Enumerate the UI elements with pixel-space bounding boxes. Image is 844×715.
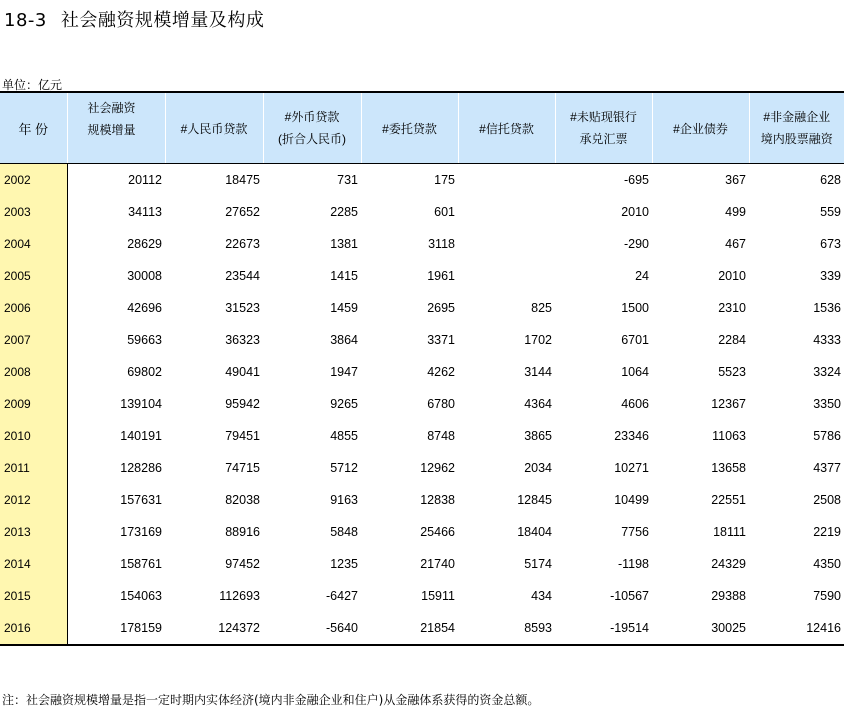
- cell-bonds: 2010: [718, 269, 746, 283]
- table-row: [0, 612, 844, 645]
- cell-fx: 731: [337, 173, 358, 187]
- cell-trust: 12845: [517, 493, 552, 507]
- header-acceptance-line1: #未贴现银行: [570, 110, 637, 124]
- cell-rmb: 82038: [225, 493, 260, 507]
- table-row: [0, 452, 844, 484]
- table-row: [0, 548, 844, 580]
- header-total-line1: 社会融资: [87, 101, 136, 115]
- cell-fx: 3864: [330, 333, 358, 347]
- unit-label: 单位：亿元: [2, 78, 63, 92]
- cell-trust: 825: [531, 301, 552, 315]
- cell-total: 20112: [128, 173, 162, 187]
- cell-rmb: 36323: [225, 333, 260, 347]
- cell-rmb: 31523: [225, 301, 260, 315]
- cell-rmb: 18475: [225, 173, 260, 187]
- cell-year: 2002: [0, 164, 67, 197]
- cell-total: 158761: [120, 557, 162, 571]
- cell-rmb: 49041: [225, 365, 260, 379]
- cell-total: 140191: [120, 429, 162, 443]
- cell-equity: 628: [820, 173, 841, 187]
- table-row: [0, 164, 844, 197]
- cell-bonds: 13658: [711, 461, 746, 475]
- table-row: [0, 580, 844, 612]
- table-body: [0, 164, 844, 646]
- cell-total: 128286: [120, 461, 162, 475]
- cell-equity: 1536: [813, 301, 841, 315]
- table-row: [0, 228, 844, 260]
- cell-entrusted: 2695: [427, 301, 455, 315]
- cell-year: 2008: [0, 356, 67, 388]
- header-trust-loans: #信托贷款: [458, 92, 555, 164]
- cell-equity: 4333: [813, 333, 841, 347]
- cell-year: 2006: [0, 292, 67, 324]
- cell-fx: 1235: [330, 557, 358, 571]
- cell-year: 2004: [0, 228, 67, 260]
- cell-year: 2015: [0, 580, 67, 612]
- table-row: [0, 484, 844, 516]
- cell-equity: 3324: [813, 365, 841, 379]
- header-acceptance-line2: 承兑汇票: [579, 132, 628, 146]
- cell-total: 59663: [127, 333, 162, 347]
- cell-entrusted: 601: [434, 205, 455, 219]
- header-fx-line1: #外币贷款: [284, 110, 340, 124]
- cell-fx: 4855: [330, 429, 358, 443]
- cell-acceptance: 7756: [621, 525, 649, 539]
- cell-bonds: 5523: [718, 365, 746, 379]
- table-row: [0, 516, 844, 548]
- cell-trust: 4364: [524, 397, 552, 411]
- cell-year: 2003: [0, 196, 67, 228]
- cell-entrusted: 3118: [428, 237, 455, 251]
- page-title: [4, 6, 264, 32]
- cell-acceptance: -695: [623, 173, 649, 187]
- cell-total: 69802: [127, 365, 162, 379]
- cell-rmb: 74715: [225, 461, 260, 475]
- cell-equity: 2219: [813, 525, 841, 539]
- cell-bonds: 12367: [711, 397, 746, 411]
- cell-year: 2009: [0, 388, 67, 420]
- cell-equity: 2508: [813, 493, 841, 507]
- table-number: 18-3: [4, 10, 47, 31]
- cell-acceptance: 6701: [621, 333, 649, 347]
- cell-year: 2016: [0, 612, 67, 645]
- cell-year: 2010: [0, 420, 67, 452]
- cell-acceptance: 1500: [621, 301, 649, 315]
- cell-bonds: 24329: [711, 557, 746, 571]
- cell-acceptance: -1198: [617, 557, 649, 571]
- cell-fx: -6427: [326, 589, 358, 603]
- cell-year: 2014: [0, 548, 67, 580]
- cell-bonds: 2284: [718, 333, 746, 347]
- cell-trust: [458, 196, 555, 228]
- cell-equity: 559: [820, 205, 841, 219]
- footnote: 注：社会融资规模增量是指一定时期内实体经济(境内非金融企业和住户)从金融体系获得的资金总额。: [2, 693, 540, 707]
- cell-equity: 4350: [813, 557, 841, 571]
- cell-equity: 4377: [813, 461, 841, 475]
- cell-acceptance: 1064: [621, 365, 649, 379]
- cell-entrusted: 12962: [420, 461, 455, 475]
- cell-trust: 3144: [524, 365, 552, 379]
- cell-entrusted: 12838: [420, 493, 455, 507]
- cell-rmb: 88916: [225, 525, 260, 539]
- cell-total: 34113: [128, 205, 162, 219]
- cell-trust: [458, 260, 555, 292]
- financing-table: [0, 91, 844, 646]
- cell-rmb: 97452: [225, 557, 260, 571]
- cell-year: 2013: [0, 516, 67, 548]
- cell-fx: 1459: [330, 301, 358, 315]
- header-fx-loans: [263, 92, 361, 164]
- cell-bonds: 499: [725, 205, 746, 219]
- table-title: 社会融资规模增量及构成: [60, 10, 265, 31]
- cell-total: 154063: [120, 589, 162, 603]
- cell-trust: [458, 164, 555, 197]
- header-equity-line2: 境内股票融资: [760, 132, 833, 146]
- cell-trust: 5174: [524, 557, 552, 571]
- cell-fx: 2285: [330, 205, 358, 219]
- cell-acceptance: 10271: [614, 461, 649, 475]
- cell-bonds: 2310: [718, 301, 746, 315]
- table-row: [0, 388, 844, 420]
- cell-total: 178159: [67, 612, 165, 645]
- cell-bonds: 30025: [652, 612, 749, 645]
- cell-bonds: 11063: [712, 429, 746, 443]
- cell-bonds: 22551: [711, 493, 746, 507]
- cell-trust: 18404: [517, 525, 552, 539]
- cell-acceptance: 2010: [621, 205, 649, 219]
- cell-trust: 3865: [524, 429, 552, 443]
- cell-total: 28629: [127, 237, 162, 251]
- cell-rmb: 124372: [165, 612, 263, 645]
- cell-total: 157631: [120, 493, 162, 507]
- cell-acceptance: 4606: [621, 397, 649, 411]
- cell-bonds: 467: [725, 237, 746, 251]
- cell-fx: 5848: [330, 525, 358, 539]
- cell-entrusted: 21740: [420, 557, 455, 571]
- cell-fx: 1415: [330, 269, 358, 283]
- header-corporate-bonds: #企业债券: [652, 92, 749, 164]
- header-total-line2: 规模增量: [87, 123, 136, 137]
- cell-trust: [458, 228, 555, 260]
- cell-fx: 1381: [330, 237, 358, 251]
- cell-total: 173169: [120, 525, 162, 539]
- table-row: [0, 292, 844, 324]
- cell-fx: 1947: [330, 365, 358, 379]
- cell-trust: 434: [531, 589, 552, 603]
- table-row: [0, 196, 844, 228]
- header-equity: [749, 92, 844, 164]
- cell-total: 30008: [127, 269, 162, 283]
- header-acceptance: [555, 92, 652, 164]
- cell-fx: 9163: [330, 493, 358, 507]
- header-rmb-loans: #人民币贷款: [165, 92, 263, 164]
- cell-acceptance: -10567: [610, 589, 649, 603]
- cell-trust: 1702: [524, 333, 552, 347]
- header-year: 年 份: [0, 92, 67, 164]
- cell-bonds: 18111: [713, 525, 746, 539]
- cell-entrusted: 3371: [427, 333, 455, 347]
- cell-year: 2012: [0, 484, 67, 516]
- cell-entrusted: 4262: [427, 365, 455, 379]
- cell-acceptance: -19514: [555, 612, 652, 645]
- cell-rmb: 22673: [225, 237, 260, 251]
- cell-rmb: 23544: [225, 269, 260, 283]
- cell-equity: 12416: [749, 612, 844, 645]
- table-row: [0, 324, 844, 356]
- cell-bonds: 367: [725, 173, 746, 187]
- cell-entrusted: 25466: [420, 525, 455, 539]
- cell-acceptance: 24: [635, 269, 649, 283]
- table-row: [0, 356, 844, 388]
- cell-year: 2005: [0, 260, 67, 292]
- cell-equity: 673: [820, 237, 841, 251]
- cell-year: 2011: [0, 452, 67, 484]
- header-equity-line1: #非金融企业: [763, 110, 831, 124]
- header-total: [67, 92, 165, 164]
- cell-rmb: 79451: [225, 429, 260, 443]
- cell-acceptance: -290: [623, 237, 649, 251]
- cell-fx: -5640: [263, 612, 361, 645]
- cell-rmb: 95942: [225, 397, 260, 411]
- cell-entrusted: 6780: [427, 397, 455, 411]
- table-row: [0, 260, 844, 292]
- header-entrusted-loans: #委托贷款: [361, 92, 458, 164]
- cell-entrusted: 15911: [421, 589, 455, 603]
- cell-fx: 5712: [330, 461, 358, 475]
- cell-trust: 2034: [524, 461, 552, 475]
- cell-entrusted: 8748: [427, 429, 455, 443]
- cell-total: 42696: [127, 301, 162, 315]
- cell-acceptance: 23346: [614, 429, 649, 443]
- cell-equity: 7590: [813, 589, 841, 603]
- cell-acceptance: 10499: [614, 493, 649, 507]
- cell-year: 2007: [0, 324, 67, 356]
- cell-bonds: 29388: [711, 589, 746, 603]
- cell-rmb: 112693: [219, 589, 260, 603]
- table-row: [0, 420, 844, 452]
- cell-rmb: 27652: [225, 205, 260, 219]
- cell-equity: 339: [820, 269, 841, 283]
- cell-entrusted: 1961: [427, 269, 455, 283]
- cell-trust: 8593: [458, 612, 555, 645]
- cell-entrusted: 175: [434, 173, 455, 187]
- cell-entrusted: 21854: [361, 612, 458, 645]
- header-row: [0, 92, 844, 164]
- cell-equity: 3350: [813, 397, 841, 411]
- cell-fx: 9265: [330, 397, 358, 411]
- cell-equity: 5786: [813, 429, 841, 443]
- header-fx-line2: (折合人民币): [278, 132, 346, 146]
- cell-total: 139104: [120, 397, 162, 411]
